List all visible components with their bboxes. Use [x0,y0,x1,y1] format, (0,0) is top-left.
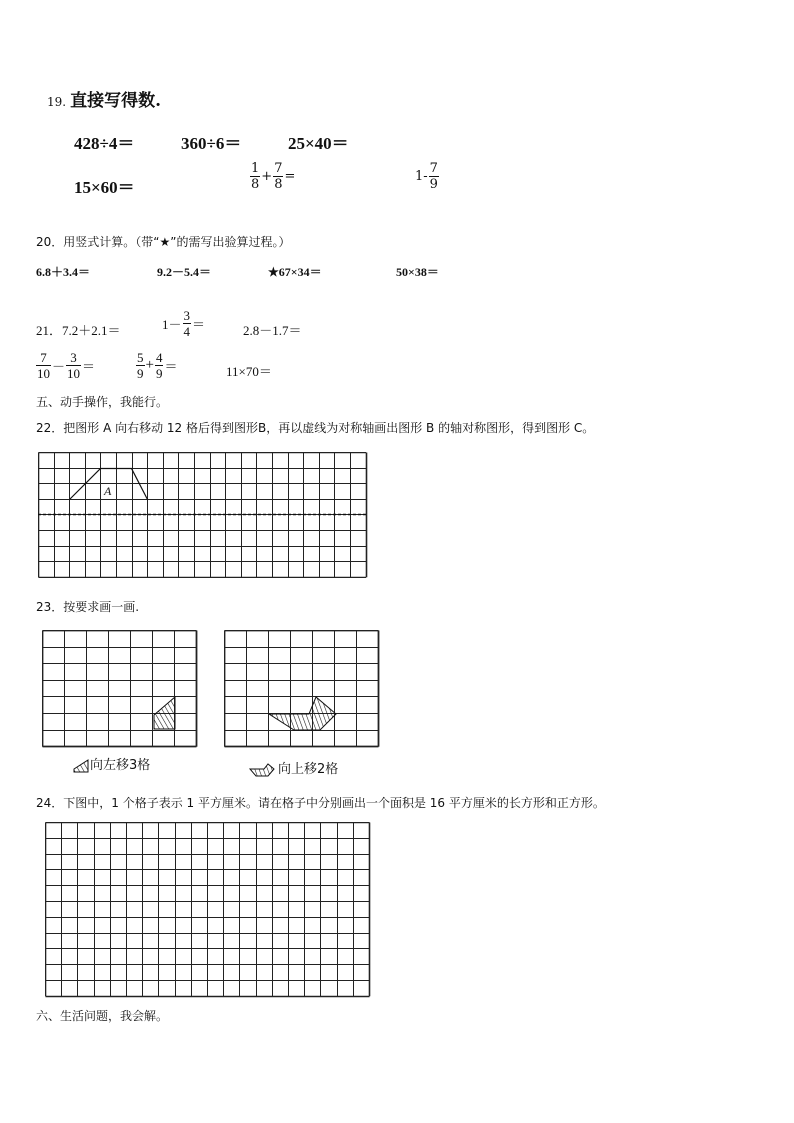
fraction-denominator: 9 [155,366,163,381]
q23-caption-left [72,754,150,773]
fraction-numerator: 7 [40,350,47,365]
q19-expr-4: 15×60＝ [74,178,135,197]
q21-expr-6: 11×70＝ [226,364,272,379]
fraction-numerator: 5 [137,350,144,365]
whole-part: 1- [415,169,428,184]
shape-a-label: A [104,484,112,498]
q20-expr-3: ★67×34＝ [268,265,322,279]
q21-expr-3: 2.8－1.7＝ [243,323,302,338]
q19-number: 19. [47,95,67,109]
equals-sign: = [284,169,296,184]
caption-text: 向上移2格 [278,762,339,777]
hatched-boat-icon [248,763,278,777]
fraction-numerator: 3 [183,308,191,323]
q22-grid [38,452,368,578]
fraction-denominator: 8 [274,177,283,192]
q19-expr-1: 428÷4＝ [74,134,135,153]
fraction-denominator: 9 [429,177,438,192]
fraction-denominator: 8 [251,177,260,192]
q21-expr-5 [136,351,178,380]
equals-sign: ＝ [82,359,96,374]
fraction-denominator: 9 [137,366,144,381]
q23-caption-right [248,758,338,777]
q19-heading [47,86,161,111]
fraction-denominator: 10 [67,366,81,381]
fraction-denominator: 4 [183,324,191,339]
operator: － [52,359,66,374]
section-6-heading: 六、生活问题，我会解。 [36,1009,169,1023]
q22-title: 22．把图形 A 向右移动 12 格后得到图形B，再以虚线为对称轴画出图形 B 的轴对称图形，得到图形 C。 [36,421,595,435]
q20-title: 20．用竖式计算。（带“★”的需写出验算过程。） [36,235,291,249]
fraction-numerator: 1 [251,161,260,176]
shaded-shape-right [269,697,336,730]
q20-expr-4: 50×38＝ [396,265,439,279]
q19-title: 直接写得数. [70,91,162,111]
q23-grid-left [42,630,198,748]
q24-title: 24．下图中，1 个格子表示 1 平方厘米。请在格子中分别画出一个面积是 16 平方厘米的长方形和正方形。 [36,796,605,810]
q24-grid [45,822,371,998]
q21-expr-4 [36,351,96,380]
q23-title: 23．按要求画一画. [36,600,140,614]
fraction-numerator: 4 [155,350,163,365]
q19-expr-2: 360÷6＝ [181,134,242,153]
q21-expr-2 [161,309,206,338]
operator: + [145,357,154,373]
fraction-numerator: 7 [429,161,438,176]
fraction-numerator: 3 [70,350,77,365]
shaded-shape-left [154,697,175,729]
whole-part: 1－ [162,317,182,332]
fraction-numerator: 7 [274,161,283,176]
q20-expr-1: 6.8＋3.4＝ [36,265,91,279]
equals-sign: ＝ [192,317,206,332]
section-5-heading: 五、动手操作，我能行。 [36,395,169,409]
equals-sign: ＝ [164,359,178,374]
q23-grid-right [224,630,380,748]
hatched-shape-icon [72,759,90,773]
operator: + [261,169,273,184]
q19-expr-3: 25×40＝ [288,134,349,153]
caption-text: 向左移3格 [90,758,151,773]
q19-expr-6 [414,162,439,191]
q20-expr-2: 9.2－5.4＝ [157,265,212,279]
q19-expr-5 [250,162,296,191]
q21-expr-1: 21．7.2＋2.1＝ [36,323,121,338]
fraction-denominator: 10 [37,366,50,381]
